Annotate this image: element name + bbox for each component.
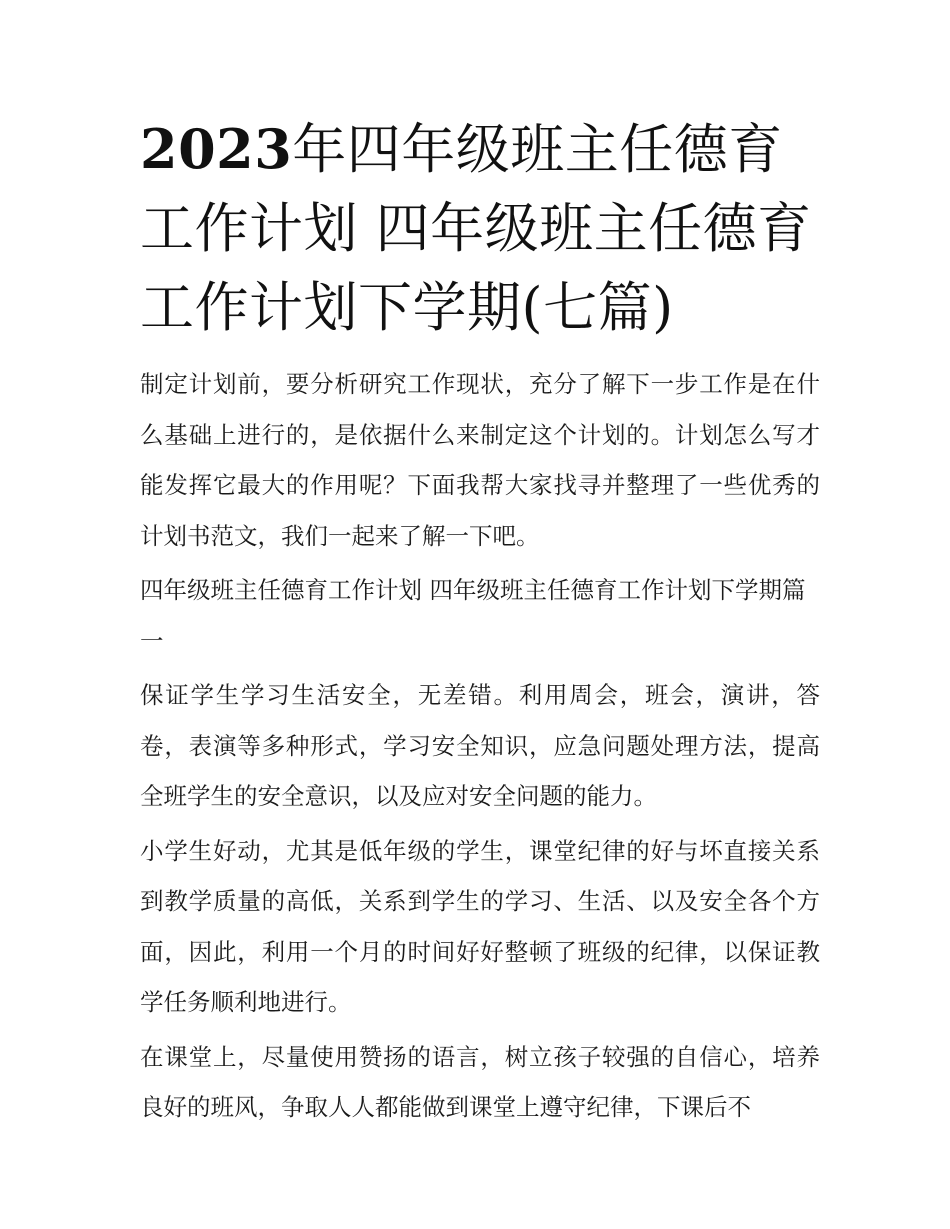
body-paragraph-2: 小学生好动，尤其是低年级的学生，课堂纪律的好与坏直接关系到教学质量的高低，关系到学生的学习、生活、以及安全各个方面，因此，利用一个月的时间好好整顿了班级的纪律，以保证教学任务顺利地进行。 [140,836,820,1016]
body-paragraph-3: 在课堂上，尽量使用赞扬的语言，树立孩子较强的自信心，培养良好的班风，争取人人都能做到课堂上遵守纪律，下课后不 [140,1042,820,1121]
document-title [140,110,820,347]
section-heading: 四年级班主任德育工作计划 四年级班主任德育工作计划下学期篇一 [140,576,806,655]
body-paragraph-1: 保证学生学习生活安全，无差错。利用周会，班会，演讲，答卷，表演等多种形式，学习安全知识，应急问题处理方法，提高全班学生的安全意识，以及应对安全问题的能力。 [140,681,820,810]
title-year: 2023 [140,117,293,181]
intro-paragraph: 制定计划前，要分析研究工作现状，充分了解下一步工作是在什么基础上进行的，是依据什么来制定这个计划的。计划怎么写才能发挥它最大的作用呢？下面我帮大家找寻并整理了一些优秀的计划书范文，我们一起来了解一下吧。 [140,370,820,550]
title-text: 年四年级班主任德育工作计划 四年级班主任德育工作计划下学期(七篇) [140,118,812,339]
